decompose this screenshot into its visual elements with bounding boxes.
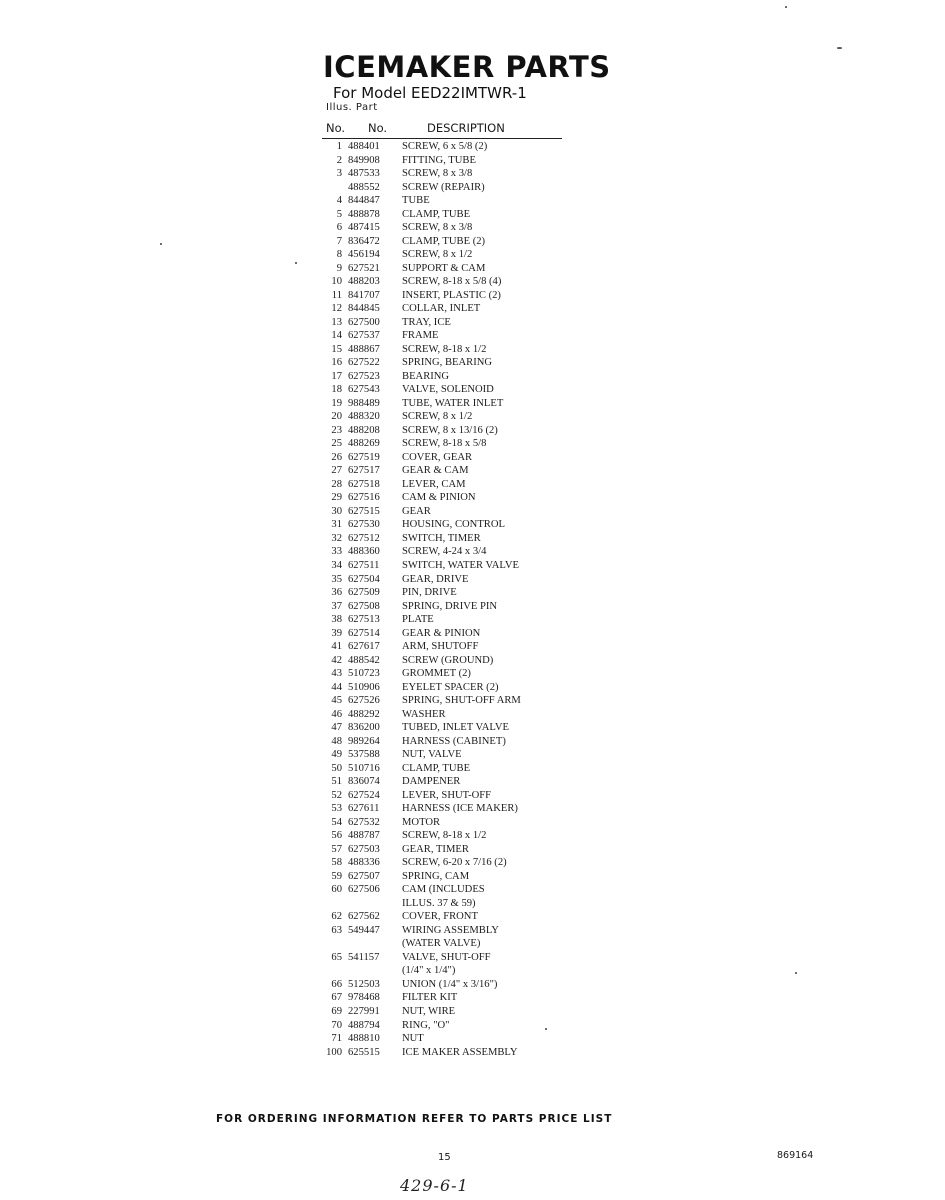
part-description: SCREW, 8-18 x 5/8 (4)	[402, 276, 502, 288]
illus-number: 38	[331, 614, 342, 626]
ordering-info-footer: FOR ORDERING INFORMATION REFER TO PARTS PRICE LIST	[216, 1113, 613, 1125]
part-description: SCREW (REPAIR)	[402, 181, 485, 193]
parts-row	[316, 681, 616, 695]
illus-number: 63	[331, 924, 342, 936]
parts-row	[316, 397, 616, 411]
column-header-top: Illus. Part	[326, 102, 378, 113]
parts-row	[316, 208, 616, 222]
parts-row	[316, 235, 616, 249]
parts-row	[316, 532, 616, 546]
part-description: COVER, GEAR	[402, 451, 473, 463]
parts-row	[316, 478, 616, 492]
part-description: EYELET SPACER (2)	[402, 681, 499, 693]
part-description: CLAMP, TUBE	[402, 762, 471, 774]
parts-row	[316, 410, 616, 424]
part-number: 627506	[348, 884, 380, 896]
part-number: 488810	[348, 1033, 380, 1045]
parts-row	[316, 451, 616, 465]
parts-row	[316, 559, 616, 573]
illus-number: 6	[336, 222, 342, 234]
part-number: 488867	[348, 343, 380, 355]
illus-number: 34	[331, 559, 342, 571]
illus-number: 35	[331, 573, 342, 585]
illus-number: 39	[331, 627, 342, 639]
illus-number: 28	[331, 478, 342, 490]
parts-row	[316, 505, 616, 519]
illus-number: 29	[331, 492, 342, 504]
illus-number: 45	[331, 695, 342, 707]
part-number: 627617	[348, 641, 380, 653]
part-description: MOTOR	[402, 816, 441, 828]
part-number: 627562	[348, 911, 380, 923]
part-description: NUT, VALVE	[402, 749, 462, 761]
parts-row	[316, 829, 616, 843]
parts-row	[316, 167, 616, 181]
part-number: 488552	[348, 181, 380, 193]
illus-number: 59	[331, 870, 342, 882]
parts-row	[316, 586, 616, 600]
part-description: TRAY, ICE	[402, 316, 451, 328]
part-description: PIN, DRIVE	[402, 587, 457, 599]
part-number: 487533	[348, 168, 380, 180]
part-number: 227991	[348, 1006, 380, 1017]
part-description: COLLAR, INLET	[402, 303, 481, 315]
parts-row	[316, 613, 616, 627]
illus-number: 42	[331, 654, 342, 666]
part-description: PLATE	[402, 614, 434, 626]
parts-row	[316, 181, 616, 195]
parts-row	[316, 748, 616, 762]
part-number: 488401	[348, 141, 380, 152]
part-description: CAM & PINION	[402, 492, 476, 504]
part-description: CAM (INCLUDES	[402, 884, 485, 896]
parts-row	[316, 140, 616, 154]
part-description: SPRING, SHUT-OFF ARM	[402, 695, 521, 707]
page-number: 15	[438, 1152, 451, 1163]
part-number: 627537	[348, 330, 380, 342]
illus-number: 36	[331, 587, 342, 599]
parts-row	[316, 708, 616, 722]
parts-row	[316, 910, 616, 924]
illus-number: 60	[331, 884, 342, 896]
part-number: 836472	[348, 235, 380, 247]
part-number: 627532	[348, 816, 380, 828]
part-description: HOUSING, CONTROL	[402, 519, 505, 531]
illus-number: 2	[336, 154, 342, 166]
illus-number: 62	[331, 911, 342, 923]
illus-number: 53	[331, 803, 342, 815]
parts-list	[316, 140, 616, 1059]
illus-number: 52	[331, 789, 342, 801]
parts-row	[316, 897, 616, 911]
parts-row	[316, 856, 616, 870]
parts-row	[316, 464, 616, 478]
part-number: 849908	[348, 154, 380, 166]
part-description: CLAMP, TUBE	[402, 208, 471, 220]
part-description: SCREW, 8 x 1/2	[402, 249, 473, 261]
illus-number: 31	[331, 519, 342, 531]
parts-row	[316, 816, 616, 830]
part-number: 844845	[348, 303, 380, 315]
part-number: 541157	[348, 951, 380, 963]
illus-number: 10	[331, 276, 342, 288]
illus-number: 51	[331, 776, 342, 788]
part-number: 627504	[348, 573, 380, 585]
part-description: FILTER KIT	[402, 992, 458, 1004]
part-number: 978468	[348, 992, 380, 1004]
parts-row	[316, 275, 616, 289]
part-number: 627526	[348, 695, 380, 707]
part-description: TUBED, INLET VALVE	[402, 722, 510, 734]
parts-row	[316, 627, 616, 641]
parts-row	[316, 356, 616, 370]
part-number: 537588	[348, 749, 380, 761]
model-subtitle: For Model EED22IMTWR-1	[333, 84, 527, 102]
part-description: DAMPENER	[402, 776, 461, 788]
parts-row	[316, 154, 616, 168]
parts-row	[316, 221, 616, 235]
part-number: 488794	[348, 1019, 380, 1031]
part-description: SCREW (GROUND)	[402, 654, 494, 666]
scan-speck	[160, 243, 162, 245]
illus-number: 70	[331, 1019, 342, 1031]
part-description: FRAME	[402, 330, 439, 342]
part-description: WIRING ASSEMBLY	[402, 924, 499, 936]
part-description: LEVER, CAM	[402, 478, 466, 490]
part-description: HARNESS (CABINET)	[402, 735, 506, 747]
illus-number: 27	[331, 465, 342, 477]
part-number: 549447	[348, 924, 380, 936]
parts-row	[316, 721, 616, 735]
part-description: INSERT, PLASTIC (2)	[402, 289, 501, 301]
part-description: GEAR, DRIVE	[402, 573, 469, 585]
part-number: 510723	[348, 668, 380, 680]
parts-row	[316, 1005, 616, 1019]
part-number: 488787	[348, 830, 380, 842]
parts-row	[316, 937, 616, 951]
part-description: CLAMP, TUBE (2)	[402, 235, 486, 247]
part-number: 841707	[348, 289, 380, 301]
scan-speck	[545, 1028, 547, 1030]
page-title: ICEMAKER PARTS	[323, 50, 611, 84]
part-number: 627517	[348, 465, 380, 477]
part-number: 988489	[348, 397, 380, 409]
part-description: SCREW, 8-18 x 5/8	[402, 438, 487, 450]
part-description: LEVER, SHUT-OFF	[402, 789, 492, 801]
part-description: (1/4" x 1/4")	[402, 965, 456, 977]
illus-number: 17	[331, 370, 342, 382]
part-number: 627507	[348, 870, 380, 882]
illus-number: 18	[331, 384, 342, 396]
parts-row	[316, 573, 616, 587]
illus-number: 3	[336, 168, 342, 180]
parts-row	[316, 843, 616, 857]
illus-number: 48	[331, 735, 342, 747]
parts-row	[316, 640, 616, 654]
illus-number: 11	[331, 289, 342, 301]
illus-number: 13	[331, 316, 342, 328]
parts-row	[316, 248, 616, 262]
parts-row	[316, 437, 616, 451]
part-number: 836074	[348, 776, 380, 788]
part-description: COVER, FRONT	[402, 911, 478, 923]
parts-row	[316, 951, 616, 965]
illus-number: 37	[331, 600, 342, 612]
document-number: 869164	[777, 1150, 814, 1161]
part-description: GEAR, TIMER	[402, 843, 469, 855]
part-description: SWITCH, TIMER	[402, 532, 481, 544]
part-number: 627503	[348, 843, 380, 855]
illus-number: 69	[331, 1006, 342, 1017]
illus-number: 1	[336, 141, 342, 152]
parts-row	[316, 302, 616, 316]
part-description: SPRING, DRIVE PIN	[402, 600, 498, 612]
illus-number: 5	[336, 208, 342, 220]
part-description: HARNESS (ICE MAKER)	[402, 803, 518, 815]
part-description: ICE MAKER ASSEMBLY	[402, 1046, 518, 1058]
parts-row	[316, 262, 616, 276]
part-number: 456194	[348, 249, 380, 261]
illus-number: 23	[331, 424, 342, 436]
column-header-illus-no: No.	[326, 121, 346, 135]
part-description: RING, "O"	[402, 1019, 450, 1031]
part-description: VALVE, SHUT-OFF	[402, 951, 491, 963]
part-number: 627522	[348, 357, 380, 369]
illus-number: 50	[331, 762, 342, 774]
header-divider	[322, 138, 562, 139]
part-description: NUT	[402, 1033, 424, 1045]
parts-row	[316, 424, 616, 438]
illus-number: 14	[331, 330, 342, 342]
part-number: 627513	[348, 614, 380, 626]
part-description: TUBE, WATER INLET	[402, 397, 504, 409]
parts-row	[316, 194, 616, 208]
part-number: 627516	[348, 492, 380, 504]
illus-number: 25	[331, 438, 342, 450]
part-description: SCREW, 8-18 x 1/2	[402, 343, 487, 355]
parts-row	[316, 343, 616, 357]
part-number: 627524	[348, 789, 380, 801]
part-number: 627519	[348, 451, 380, 463]
part-number: 627509	[348, 587, 380, 599]
parts-row	[316, 329, 616, 343]
part-number: 627515	[348, 505, 380, 517]
column-header-part-no: No.	[368, 121, 388, 135]
illus-number: 100	[326, 1046, 342, 1058]
part-description: SCREW, 8 x 13/16 (2)	[402, 424, 498, 436]
parts-row	[316, 883, 616, 897]
part-number: 627500	[348, 316, 380, 328]
part-number: 627511	[348, 559, 380, 571]
part-number: 488269	[348, 438, 380, 450]
part-number: 487415	[348, 222, 380, 234]
part-number: 488208	[348, 424, 380, 436]
part-description: SCREW, 8 x 1/2	[402, 411, 473, 423]
part-number: 844847	[348, 195, 380, 207]
part-description: SPRING, BEARING	[402, 357, 493, 369]
illus-number: 57	[331, 843, 342, 855]
part-description: WASHER	[402, 708, 446, 720]
illus-number: 7	[336, 235, 342, 247]
illus-number: 67	[331, 992, 342, 1004]
part-number: 627523	[348, 370, 380, 382]
handwritten-note: 429-6-1	[400, 1176, 469, 1195]
illus-number: 65	[331, 951, 342, 963]
scan-speck	[785, 6, 787, 8]
part-number: 989264	[348, 735, 380, 747]
parts-row	[316, 654, 616, 668]
parts-row	[316, 667, 616, 681]
parts-row	[316, 289, 616, 303]
illus-number: 32	[331, 532, 342, 544]
illus-number: 33	[331, 546, 342, 558]
part-description: GEAR	[402, 505, 431, 517]
parts-row	[316, 735, 616, 749]
parts-row	[316, 316, 616, 330]
illus-number: 44	[331, 681, 342, 693]
part-description: UNION (1/4" x 3/16")	[402, 978, 498, 990]
parts-row	[316, 775, 616, 789]
parts-row	[316, 789, 616, 803]
parts-row	[316, 1032, 616, 1046]
part-description: VALVE, SOLENOID	[402, 384, 494, 396]
part-number: 488336	[348, 857, 380, 869]
part-description: GEAR & PINION	[402, 627, 481, 639]
part-number: 625515	[348, 1046, 380, 1058]
parts-row	[316, 694, 616, 708]
part-description: (WATER VALVE)	[402, 938, 481, 950]
part-description: SCREW, 8 x 3/8	[402, 168, 473, 180]
illus-number: 26	[331, 451, 342, 463]
illus-number: 66	[331, 978, 342, 990]
parts-row	[316, 1046, 616, 1060]
part-description: SCREW, 6 x 5/8 (2)	[402, 141, 488, 152]
part-description: GEAR & CAM	[402, 465, 469, 477]
illus-number: 19	[331, 397, 342, 409]
illus-number: 54	[331, 816, 342, 828]
part-number: 488360	[348, 546, 380, 558]
part-description: NUT, WIRE	[402, 1006, 456, 1017]
illus-number: 15	[331, 343, 342, 355]
part-number: 488203	[348, 276, 380, 288]
illus-number: 58	[331, 857, 342, 869]
part-description: SUPPORT & CAM	[402, 262, 486, 274]
parts-row	[316, 491, 616, 505]
parts-row	[316, 978, 616, 992]
part-number: 488320	[348, 411, 380, 423]
illus-number: 49	[331, 749, 342, 761]
illus-number: 41	[331, 641, 342, 653]
parts-row	[316, 870, 616, 884]
illus-number: 71	[331, 1033, 342, 1045]
parts-row	[316, 1019, 616, 1033]
part-description: ILLUS. 37 & 59)	[402, 897, 476, 909]
part-number: 488292	[348, 708, 380, 720]
illus-number: 43	[331, 668, 342, 680]
parts-row	[316, 600, 616, 614]
column-header-description: DESCRIPTION	[427, 121, 505, 135]
part-number: 627530	[348, 519, 380, 531]
part-number: 627514	[348, 627, 380, 639]
illus-number: 4	[336, 195, 342, 207]
illus-number: 30	[331, 505, 342, 517]
part-number: 510906	[348, 681, 380, 693]
part-description: FITTING, TUBE	[402, 154, 476, 166]
part-description: SCREW, 8-18 x 1/2	[402, 830, 487, 842]
illus-number: 12	[331, 303, 342, 315]
part-description: BEARING	[402, 370, 450, 382]
parts-row	[316, 383, 616, 397]
part-number: 627518	[348, 478, 380, 490]
illus-number: 8	[336, 249, 342, 261]
scan-speck	[295, 262, 297, 264]
part-description: SCREW, 8 x 3/8	[402, 222, 473, 234]
parts-row	[316, 924, 616, 938]
illus-number: 46	[331, 708, 342, 720]
parts-row	[316, 370, 616, 384]
part-number: 836200	[348, 722, 380, 734]
part-description: SCREW, 4-24 x 3/4	[402, 546, 487, 558]
part-description: TUBE	[402, 195, 430, 207]
illus-number: 20	[331, 411, 342, 423]
scan-speck	[795, 972, 797, 974]
part-number: 627611	[348, 803, 380, 815]
part-number: 627543	[348, 384, 380, 396]
parts-row	[316, 802, 616, 816]
part-description: GROMMET (2)	[402, 668, 471, 680]
part-description: ARM, SHUTOFF	[402, 641, 479, 653]
part-description: SPRING, CAM	[402, 870, 470, 882]
part-number: 627512	[348, 532, 380, 544]
parts-row	[316, 762, 616, 776]
part-number: 488878	[348, 208, 380, 220]
part-number: 510716	[348, 762, 380, 774]
illus-number: 9	[336, 262, 342, 274]
parts-row	[316, 964, 616, 978]
scan-speck	[837, 47, 842, 49]
illus-number: 47	[331, 722, 342, 734]
part-number: 488542	[348, 654, 380, 666]
illus-number: 16	[331, 357, 342, 369]
parts-row	[316, 518, 616, 532]
part-number: 627521	[348, 262, 380, 274]
part-description: SCREW, 6-20 x 7/16 (2)	[402, 857, 507, 869]
parts-row	[316, 545, 616, 559]
parts-row	[316, 991, 616, 1005]
part-number: 627508	[348, 600, 380, 612]
illus-number: 56	[331, 830, 342, 842]
part-description: SWITCH, WATER VALVE	[402, 559, 520, 571]
part-number: 512503	[348, 978, 380, 990]
